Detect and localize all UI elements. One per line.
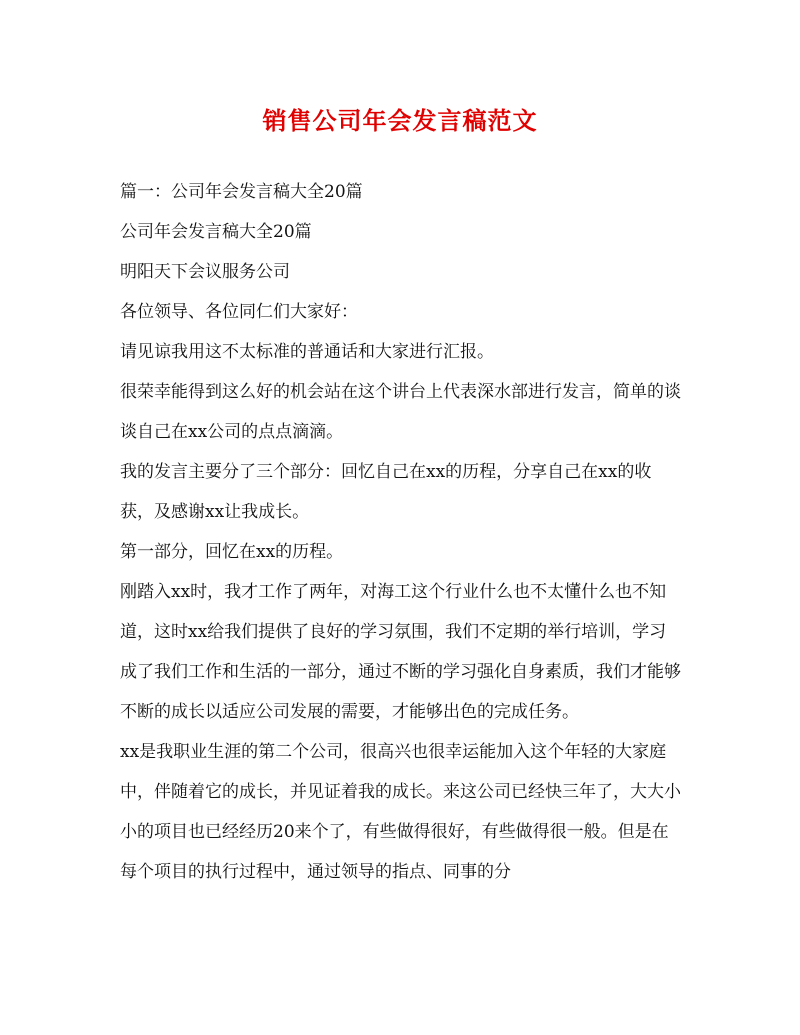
paragraph: xx是我职业生涯的第二个公司，很高兴也很幸运能加入这个年轻的大家庭中，伴随着它的成长，并见证着我的成长。来这公司已经快三年了，大大小小的项目也已经经历20来个了，有些做得很好，有些做得很一般。但是在每个项目的执行过程中，通过领导的指点、同事的分 bbox=[120, 742, 681, 882]
paragraph: 明阳天下会议服务公司 bbox=[120, 262, 290, 282]
document-body bbox=[120, 172, 682, 892]
paragraph: 各位领导、各位同仁们大家好： bbox=[120, 302, 358, 322]
document-title: 销售公司年会发言稿范文 bbox=[262, 106, 538, 135]
paragraph: 公司年会发言稿大全20篇 bbox=[120, 222, 312, 242]
paragraph: 刚踏入xx时，我才工作了两年，对海工这个行业什么也不太懂什么也不知道，这时xx给我们提供了良好的学习氛围，我们不定期的举行培训，学习成了我们工作和生活的一部分，通过不断的学习强化自身素质，我们才能够不断的成长以适应公司发展的需要，才能够出色的完成任务。 bbox=[120, 582, 681, 722]
paragraph: 我的发言主要分了三个部分：回忆自己在xx的历程，分享自己在xx的收获，及感谢xx让我成长。 bbox=[120, 462, 652, 522]
paragraph: 很荣幸能得到这么好的机会站在这个讲台上代表深水部进行发言，简单的谈谈自己在xx公司的点点滴滴。 bbox=[120, 382, 681, 442]
paragraph: 请见谅我用这不太标准的普通话和大家进行汇报。 bbox=[120, 342, 494, 362]
paragraph: 篇一：公司年会发言稿大全20篇 bbox=[120, 182, 363, 202]
paragraph: 第一部分，回忆在xx的历程。 bbox=[120, 542, 344, 562]
